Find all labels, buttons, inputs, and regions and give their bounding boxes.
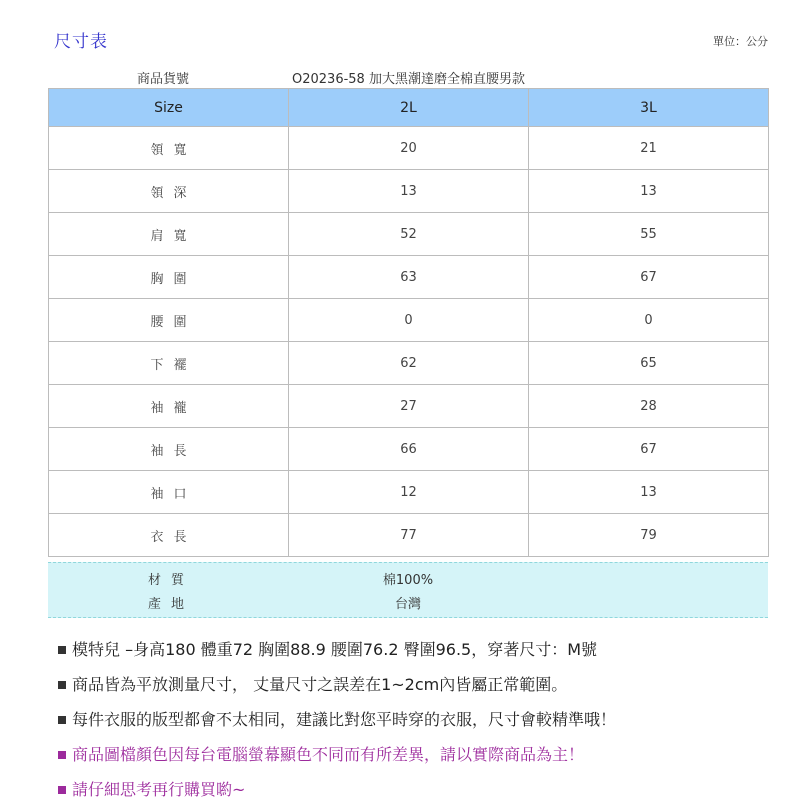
origin-row (48, 591, 768, 615)
cell-value: 0 (289, 299, 529, 342)
cell-value: 62 (289, 342, 529, 385)
table-row (49, 170, 769, 213)
product-info (48, 64, 768, 88)
note-item (58, 632, 788, 667)
product-code-value: O20236-58 加大黑潮達磨全棉直腰男款 (292, 72, 525, 87)
table-row (49, 471, 769, 514)
material-label: 材質 (148, 573, 195, 588)
note-text: 商品圖檔顏色因每台電腦螢幕顯色不同而有所差異，請以實際商品為主！ (72, 744, 585, 764)
table-row (49, 256, 769, 299)
cell-value: 13 (529, 471, 769, 514)
table-row (49, 127, 769, 170)
square-bullet-icon (58, 751, 66, 759)
material-info-box (48, 562, 768, 618)
size-table (48, 88, 769, 557)
table-row (49, 428, 769, 471)
note-text: 每件衣服的版型都會不太相同，建議比對您平時穿的衣服，尺寸會較精準哦！ (72, 709, 617, 729)
cell-value: 67 (529, 256, 769, 299)
note-text: 模特兒 –身高180 體重72 胸圍88.9 腰圍76.2 臀圍96.5，穿著尺寸：M號 (72, 639, 598, 659)
row-label: 腰圍 (49, 299, 289, 342)
note-text: 請仔細思考再行購買喲~ (72, 779, 246, 799)
cell-value: 27 (289, 385, 529, 428)
table-row (49, 514, 769, 557)
row-label: 胸圍 (49, 256, 289, 299)
square-bullet-icon (58, 681, 66, 689)
origin-value: 台灣 (394, 597, 421, 612)
table-row (49, 299, 769, 342)
unit-label: 單位：公分 (713, 35, 768, 48)
note-item (58, 702, 788, 737)
product-code-label: 商品貨號 (137, 72, 190, 87)
column-header-2l: 2L (289, 89, 529, 127)
page-title: 尺寸表 (54, 32, 108, 52)
column-header-size: Size (49, 89, 289, 127)
notes-list (58, 632, 788, 807)
cell-value: 67 (529, 428, 769, 471)
cell-value: 65 (529, 342, 769, 385)
table-row (49, 213, 769, 256)
square-bullet-icon (58, 646, 66, 654)
cell-value: 12 (289, 471, 529, 514)
square-bullet-icon (58, 716, 66, 724)
cell-value: 63 (289, 256, 529, 299)
cell-value: 13 (529, 170, 769, 213)
cell-value: 21 (529, 127, 769, 170)
row-label: 袖長 (49, 428, 289, 471)
table-row (49, 385, 769, 428)
note-item (58, 667, 788, 702)
cell-value: 0 (529, 299, 769, 342)
row-label: 衣長 (49, 514, 289, 557)
note-item (58, 772, 788, 807)
cell-value: 28 (529, 385, 769, 428)
cell-value: 52 (289, 213, 529, 256)
cell-value: 77 (289, 514, 529, 557)
cell-value: 55 (529, 213, 769, 256)
square-bullet-icon (58, 786, 66, 794)
row-label: 袖口 (49, 471, 289, 514)
material-row (48, 567, 768, 591)
cell-value: 13 (289, 170, 529, 213)
cell-value: 66 (289, 428, 529, 471)
origin-label: 產地 (148, 597, 195, 612)
note-item (58, 737, 788, 772)
cell-value: 20 (289, 127, 529, 170)
cell-value: 79 (529, 514, 769, 557)
size-table-header-row (49, 89, 769, 127)
column-header-3l: 3L (529, 89, 769, 127)
row-label: 領深 (49, 170, 289, 213)
row-label: 領寬 (49, 127, 289, 170)
table-row (49, 342, 769, 385)
note-text: 商品皆為平放測量尺寸， 丈量尺寸之誤差在1~2cm內皆屬正常範圍。 (72, 674, 568, 694)
row-label: 袖襱 (49, 385, 289, 428)
material-value: 棉100% (382, 573, 434, 588)
row-label: 肩寬 (49, 213, 289, 256)
row-label: 下襬 (49, 342, 289, 385)
